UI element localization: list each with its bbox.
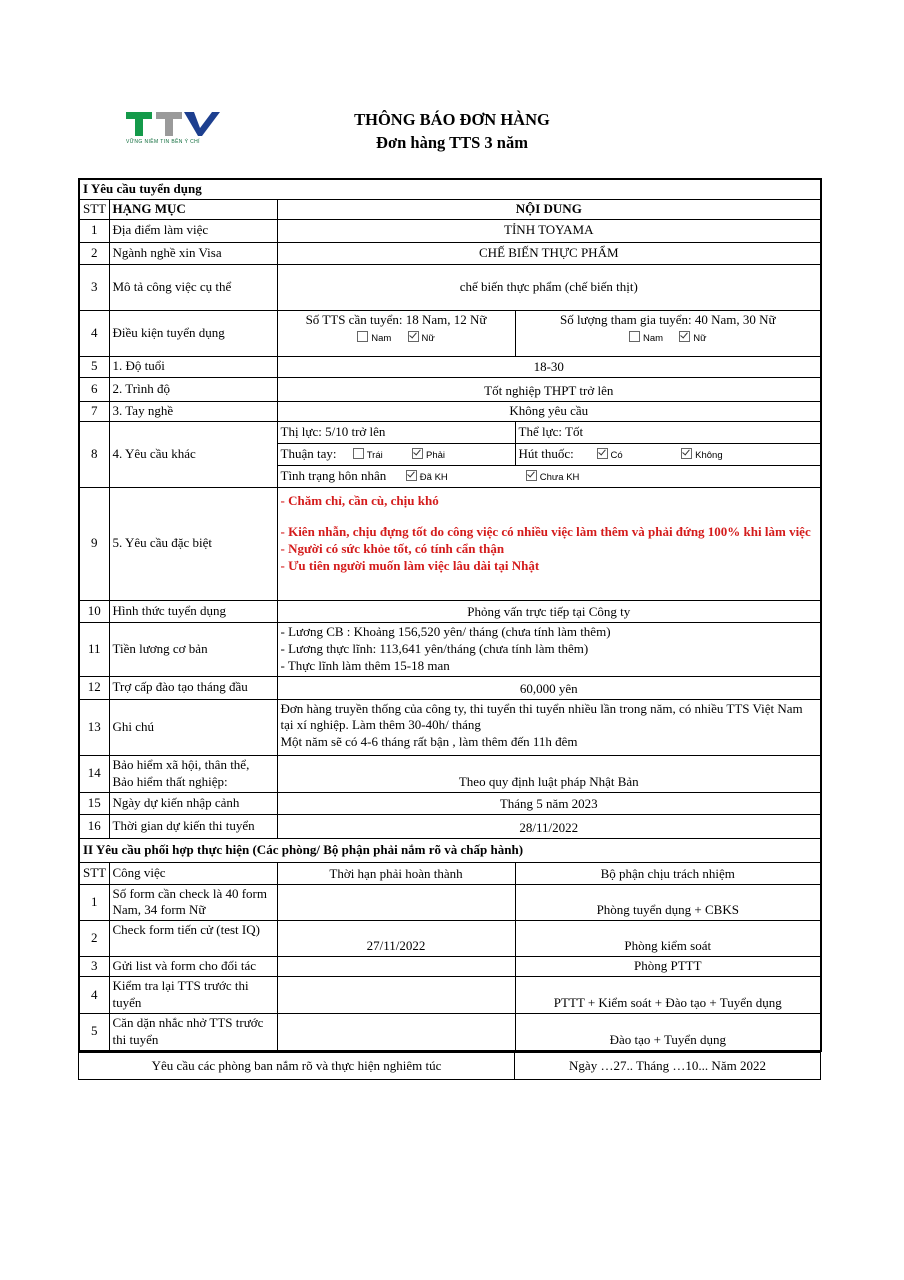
table-row: [79, 957, 821, 977]
participants-cell: [515, 310, 821, 356]
row-label: Hình thức tuyển dụng: [109, 600, 277, 622]
checkbox-label: Không: [695, 449, 723, 461]
row-number: 13: [79, 699, 109, 755]
row-label: Điều kiện tuyển dụng: [109, 310, 277, 356]
row-number: 5: [79, 356, 109, 377]
row-label: 1. Độ tuổi: [109, 356, 277, 377]
table-row: [79, 356, 821, 377]
row-number: 4: [79, 310, 109, 356]
row-label: Địa điểm làm việc: [109, 219, 277, 242]
department: Phòng tuyển dụng + CBKS: [515, 884, 821, 921]
row-value: Phỏng vấn trực tiếp tại Công ty: [277, 600, 821, 622]
recruit-quota-cell: [277, 310, 515, 356]
footer-date: Ngày …27.. Tháng …10... Năm 2022: [515, 1053, 821, 1080]
checkbox-married[interactable]: [406, 470, 417, 481]
row-number: 3: [79, 264, 109, 310]
row-number: 12: [79, 676, 109, 699]
table-row: [79, 622, 821, 676]
table-row: [79, 219, 821, 242]
row-number: 5: [79, 1014, 109, 1051]
checkbox-label: Nam: [642, 332, 664, 344]
salary-line: - Lương thực lĩnh: 113,641 yên/tháng (chưa tính làm thêm): [280, 640, 589, 656]
row-label: 2. Trình độ: [109, 377, 277, 401]
row-value: chế biến thực phẩm (chế biến thịt): [277, 264, 821, 310]
task: Kiểm tra lại TTS trước thi tuyển: [109, 977, 277, 1014]
marital-label: Tình trạng hôn nhân: [280, 467, 387, 483]
row-label: Trợ cấp đào tạo tháng đầu: [109, 676, 277, 699]
row-value: 18-30: [277, 356, 821, 377]
checkbox-smoking-no[interactable]: [681, 448, 692, 459]
checkbox-label: Trái: [366, 449, 383, 461]
row-number: 16: [79, 814, 109, 838]
row-number: 14: [79, 755, 109, 792]
department: Phòng PTTT: [515, 957, 821, 977]
row-label: 3. Tay nghề: [109, 401, 277, 421]
checkbox-label: Phải: [425, 449, 445, 461]
table-row: [79, 401, 821, 421]
checkbox-single[interactable]: [526, 470, 537, 481]
col-stt: STT: [79, 199, 109, 219]
requirement-line: - Người có sức khỏe tốt, có tính cẩn thận: [280, 540, 505, 556]
row-number: 2: [79, 921, 109, 957]
col-deadline: Thời hạn phải hoàn thành: [277, 862, 515, 884]
col-stt: STT: [79, 862, 109, 884]
row-value: 60,000 yên: [277, 676, 821, 699]
task: Số form cần check là 40 form Nam, 34 form Nữ: [109, 884, 277, 921]
table-row: [79, 884, 821, 921]
note-line: Một năm sẽ có 4-6 tháng rất bận , làm thêm đến 11h đêm: [280, 734, 578, 750]
row-number: 9: [79, 487, 109, 600]
row-number: 6: [79, 377, 109, 401]
table-row: [79, 814, 821, 838]
row-number: 1: [79, 219, 109, 242]
row-value: Tốt nghiệp THPT trở lên: [277, 377, 821, 401]
table-row: [79, 600, 821, 622]
page-title: THÔNG BÁO ĐƠN HÀNG: [354, 110, 550, 129]
row-label: Ngày dự kiến nhập cảnh: [109, 792, 277, 814]
department: PTTT + Kiểm soát + Đào tạo + Tuyển dụng: [515, 977, 821, 1014]
smoking-cell: [515, 443, 821, 465]
salary-line: - Thực lĩnh làm thêm 15-18 man: [280, 657, 450, 673]
row-label: Tiền lương cơ bản: [109, 622, 277, 676]
logo-tagline: VỮNG NIỀM TIN BỀN Ý CHÍ: [126, 139, 200, 145]
checkbox-male[interactable]: [357, 331, 368, 342]
page-subtitle: Đơn hàng TTS 3 năm: [376, 133, 528, 152]
row-label: Bảo hiểm xã hội, thân thể, Bảo hiểm thất nghiệp:: [109, 755, 277, 792]
row-value: Không yêu cầu: [277, 401, 821, 421]
row-value: TỈNH TOYAMA: [277, 219, 821, 242]
department: Đào tạo + Tuyển dụng: [515, 1014, 821, 1051]
department: Phòng kiểm soát: [515, 921, 821, 957]
table-row: [79, 1014, 821, 1051]
checkbox-label: Có: [610, 449, 623, 461]
row-value: Theo quy định luật pháp Nhật Bản: [277, 755, 821, 792]
handedness-label: Thuận tay:: [280, 445, 337, 461]
row-label: 4. Yêu cầu khác: [109, 421, 277, 487]
checkbox-male[interactable]: [629, 331, 640, 342]
table-row: [79, 921, 821, 957]
notes: [277, 699, 821, 755]
requirement-line: - Kiên nhẫn, chịu đựng tốt do công việc có nhiều việc làm thêm và phải đứng 100% khi làm việc: [280, 523, 811, 539]
salary-line: - Lương CB : Khoảng 156,520 yên/ tháng (chưa tính làm thêm): [280, 623, 611, 639]
checkbox-female[interactable]: [679, 331, 690, 342]
row-number: 2: [79, 242, 109, 264]
requirement-line: - Ưu tiên người muốn làm việc lâu dài tại Nhật: [280, 557, 540, 573]
row-value: 28/11/2022: [277, 814, 821, 838]
table-row: [79, 792, 821, 814]
table-row: [79, 421, 821, 443]
col-item: HẠNG MỤC: [109, 199, 277, 219]
handedness-cell: [277, 443, 515, 465]
footer-note: Yêu cầu các phòng ban nắm rõ và thực hiện nghiêm túc: [79, 1053, 515, 1080]
salary-details: [277, 622, 821, 676]
table-row: [79, 377, 821, 401]
row-number: 11: [79, 622, 109, 676]
task: Check form tiến cử (test IQ): [109, 921, 277, 957]
section1-title: I Yêu cầu tuyển dụng: [79, 179, 821, 199]
row-label: Mô tả công việc cụ thể: [109, 264, 277, 310]
checkbox-label: Nữ: [421, 332, 435, 344]
row-number: 3: [79, 957, 109, 977]
col-content: NỘI DUNG: [277, 199, 821, 219]
table-row: [79, 699, 821, 755]
checkbox-label: Đã KH: [419, 471, 448, 483]
requirement-line: - Chăm chỉ, cần cù, chịu khó: [280, 492, 439, 508]
checkbox-right-hand[interactable]: [412, 448, 423, 459]
task: Căn dặn nhắc nhở TTS trước thi tuyển: [109, 1014, 277, 1051]
table-row: [79, 676, 821, 699]
eyesight: Thị lực: 5/10 trở lên: [277, 421, 515, 443]
col-department: Bộ phận chịu trách nhiệm: [515, 862, 821, 884]
row-number: 4: [79, 977, 109, 1014]
table-row: [79, 264, 821, 310]
row-label: Ngành nghề xin Visa: [109, 242, 277, 264]
row-number: 10: [79, 600, 109, 622]
recruit-quota: Số TTS cần tuyển: 18 Nam, 12 Nữ: [305, 311, 487, 327]
row-number: 1: [79, 884, 109, 921]
table-row: [79, 755, 821, 792]
order-table: [78, 178, 822, 1052]
row-number: 15: [79, 792, 109, 814]
footer-table: [78, 1052, 821, 1080]
checkbox-label: Nữ: [693, 332, 707, 344]
participant-count: Số lượng tham gia tuyển: 40 Nam, 30 Nữ: [559, 311, 776, 327]
row-label: Ghi chú: [109, 699, 277, 755]
checkbox-female[interactable]: [408, 331, 419, 342]
checkbox-left-hand[interactable]: [353, 448, 364, 459]
task: Gửi list và form cho đối tác: [109, 957, 277, 977]
section2-title: II Yêu cầu phối hợp thực hiện (Các phòng/ Bộ phận phải nắm rõ và chấp hành): [79, 838, 821, 862]
table-row: [79, 242, 821, 264]
note-line: Đơn hàng truyền thống của công ty, thi tuyển thi tuyển nhiều lần trong năm, có nhiều TTS Việt Nam tại xí nghiệp. Làm thêm 30-40h/ tháng: [280, 700, 803, 733]
special-requirements: [277, 487, 821, 600]
fitness: Thể lực: Tốt: [515, 421, 821, 443]
table-row: [79, 977, 821, 1014]
marital-cell: [277, 465, 821, 487]
checkbox-smoking-yes[interactable]: [597, 448, 608, 459]
row-number: 7: [79, 401, 109, 421]
checkbox-label: Chưa KH: [539, 471, 580, 483]
deadline: 27/11/2022: [277, 921, 515, 957]
row-label: 5. Yêu cầu đặc biệt: [109, 487, 277, 600]
smoking-label: Hút thuốc:: [518, 445, 574, 461]
row-value: CHẾ BIẾN THỰC PHẨM: [277, 242, 821, 264]
col-task: Công việc: [109, 862, 277, 884]
row-value: Tháng 5 năm 2023: [277, 792, 821, 814]
table-row: [79, 487, 821, 600]
checkbox-label: Nam: [371, 332, 392, 344]
table-row: [79, 310, 821, 356]
row-number: 8: [79, 421, 109, 487]
row-label: Thời gian dự kiến thi tuyển: [109, 814, 277, 838]
